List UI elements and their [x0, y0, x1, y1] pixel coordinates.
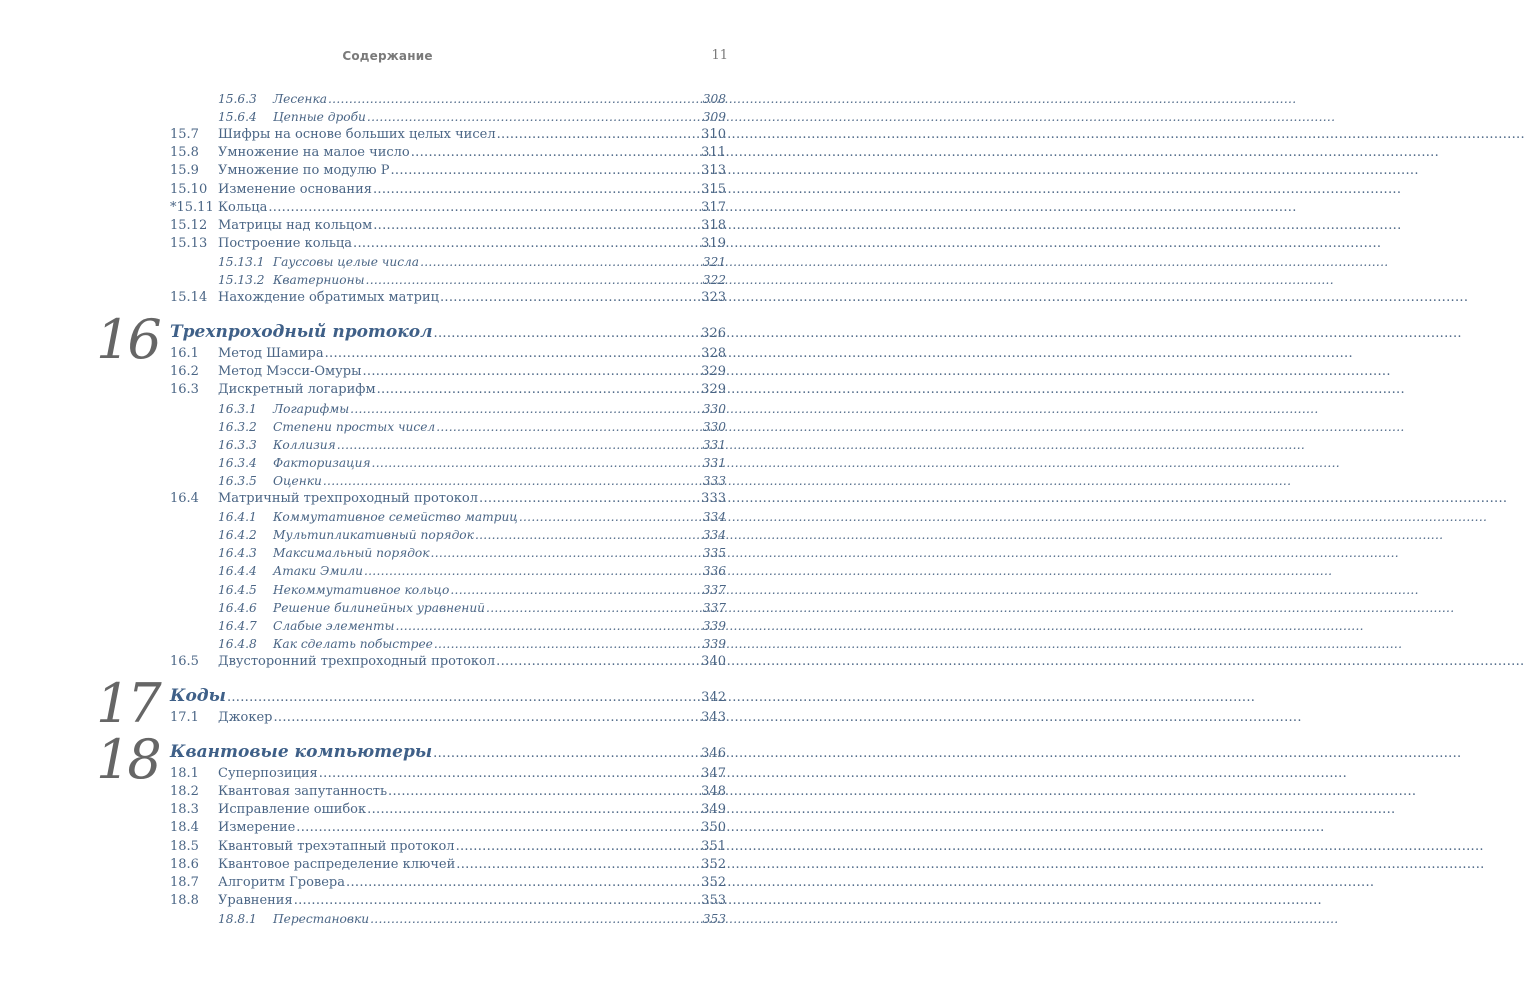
toc-dot-leader [390, 162, 700, 180]
toc-dot-leader [479, 490, 700, 508]
toc-entry-title: Джокер [218, 710, 273, 725]
toc-dot-leader [328, 90, 702, 108]
toc-dot-leader [420, 253, 702, 271]
toc-page-number: 339 [702, 636, 726, 651]
toc-subsection-row[interactable] [218, 454, 726, 472]
toc-dot-leader [373, 181, 700, 199]
toc-entry-title: Атаки Эмили [273, 564, 363, 579]
toc-entry-number: 15.14 [170, 290, 208, 306]
toc-entry-title: Лесенка [273, 92, 327, 106]
toc-entry-number: 16.4.2 [218, 528, 257, 543]
toc-section-row[interactable] [170, 199, 726, 217]
toc-chapter-row[interactable] [170, 685, 726, 707]
toc-page-number: 335 [702, 546, 726, 561]
toc-dot-leader [274, 709, 701, 727]
toc-chapter-row[interactable] [170, 741, 726, 763]
chapter-number-16: 16 [96, 308, 159, 372]
toc-page-number: 329 [701, 364, 726, 380]
toc-entry-title: Дискретный логарифм [218, 382, 376, 398]
toc-dot-leader [370, 910, 702, 928]
toc-section-row[interactable] [170, 819, 726, 837]
toc-page-number: 326 [701, 326, 726, 342]
toc-entry-number: 15.10 [170, 181, 208, 197]
toc-section-row[interactable] [170, 289, 726, 307]
toc-page-number: 336 [702, 564, 726, 579]
toc-section-row[interactable] [170, 345, 726, 363]
toc-entry-number: 16.4.5 [218, 582, 257, 597]
toc-section-row[interactable] [170, 892, 726, 910]
toc-dot-leader [346, 874, 700, 892]
toc-entry-title: Мультипликативный порядок [273, 528, 474, 543]
toc-entry-title: Перестановки [273, 911, 370, 926]
toc-entry-title: Квантовый трехэтапный протокол [218, 838, 455, 854]
toc-subsection-row[interactable] [218, 90, 726, 108]
toc-entry-number: 15.6.4 [218, 110, 257, 125]
toc-entry-number: 16.2 [170, 364, 199, 380]
toc-section-row[interactable] [170, 783, 726, 801]
toc-subsection-row[interactable] [218, 271, 726, 289]
toc-entry-number: 18.8.1 [218, 911, 257, 926]
toc-entry-title: Максимальный порядок [273, 546, 430, 561]
toc-dot-leader [434, 635, 702, 653]
toc-page-number: 333 [701, 491, 726, 506]
toc-dot-leader [395, 617, 701, 635]
toc-dot-leader [319, 765, 700, 783]
toc-entry-number: 15.8 [170, 145, 199, 161]
toc-dot-leader [519, 508, 702, 526]
toc-section-row[interactable] [170, 838, 726, 856]
toc-page-number: 323 [701, 290, 726, 306]
toc-page-number: 329 [701, 382, 726, 398]
toc-dot-leader [337, 436, 702, 454]
toc-entry-number: 16.4.4 [218, 564, 257, 579]
toc-entry-title: Изменение основания [218, 181, 372, 197]
toc-dot-leader [325, 345, 701, 363]
toc-section-row[interactable] [170, 181, 726, 199]
toc-page-number: 349 [701, 802, 726, 818]
toc-entry-title: Уравнения [218, 892, 293, 908]
toc-entry-number: 16.4 [170, 491, 199, 506]
toc-page-number: 308 [702, 92, 726, 106]
toc-entry-number: 16.3.5 [218, 473, 257, 488]
toc-subsection-row[interactable] [218, 599, 726, 617]
toc-page-number: 347 [701, 766, 726, 782]
toc-page-number: 342 [701, 690, 726, 705]
toc-dot-leader [350, 400, 702, 418]
toc-section-row[interactable] [170, 363, 726, 381]
toc-page-number: 331 [702, 455, 726, 470]
toc-entry-number: 16.3.2 [218, 419, 257, 434]
toc-subsection-row[interactable] [218, 635, 726, 653]
toc-page-number: 352 [701, 856, 726, 872]
toc-entry-number: 16.3.4 [218, 455, 257, 470]
toc-page-number: 343 [701, 710, 726, 725]
toc-subsection-row[interactable] [218, 508, 726, 526]
toc-entry-title: Умножение на малое число [218, 145, 410, 161]
toc-subsection-row[interactable] [218, 108, 726, 126]
toc-entry-title: Нахождение обратимых матриц [218, 290, 439, 306]
toc-section-row[interactable] [170, 381, 726, 399]
toc-page-number: 322 [702, 273, 726, 287]
toc-page-number: 348 [701, 784, 726, 800]
toc-entry-title: Некоммутативное кольцо [273, 582, 450, 597]
toc-dot-leader [367, 801, 700, 819]
toc-dot-leader [294, 892, 700, 910]
toc-dot-leader [373, 217, 700, 235]
toc-dot-leader [436, 418, 702, 436]
toc-page-number: 315 [701, 181, 726, 197]
toc-chapter-row[interactable] [170, 321, 726, 343]
toc-dot-leader [377, 381, 701, 399]
toc-entry-number: 18.6 [170, 856, 199, 872]
toc-page-number: 311 [701, 145, 726, 161]
toc-entry-title: Двусторонний трехпроходный протокол [218, 653, 496, 669]
toc-entry-title: Решение билинейных уравнений [273, 600, 486, 615]
toc-section-row[interactable] [170, 709, 726, 727]
toc-page-number: 309 [702, 110, 726, 125]
toc-entry-number: 18.7 [170, 874, 199, 890]
toc-entry-number: 16.4.7 [218, 618, 257, 633]
toc-entry-title: Построение кольца [218, 235, 353, 251]
toc-subsection-row[interactable] [218, 526, 726, 544]
toc-subsection-row[interactable] [218, 562, 726, 580]
toc-section-row[interactable] [170, 801, 726, 819]
toc-entry-title: Гауссовы целые числа [273, 254, 420, 269]
toc-entry-title: Логарифмы [273, 401, 350, 416]
toc-dot-leader [323, 472, 702, 490]
toc-entry-number: 15.7 [170, 127, 199, 143]
chapter-number-18: 18 [96, 728, 159, 792]
toc-entry-number: 18.1 [170, 766, 199, 782]
toc-page-number: 340 [701, 653, 726, 669]
toc-dot-leader [431, 544, 702, 562]
toc-page-number: 317 [701, 199, 726, 215]
toc-page-number: 337 [702, 600, 726, 615]
toc-subsection-row[interactable] [218, 436, 726, 454]
toc-entry-number: 16.4.6 [218, 600, 257, 615]
toc-entry-title: Метод Мэсси-Омуры [218, 364, 362, 380]
toc-entry-title: Алгоритм Гровера [218, 874, 346, 890]
toc-dot-leader [486, 599, 702, 617]
toc-dot-leader [364, 562, 702, 580]
toc-dot-leader [497, 126, 701, 144]
toc-page-number: 334 [702, 510, 726, 525]
toc-subsection-row[interactable] [218, 910, 726, 928]
toc-page-number: 339 [702, 618, 726, 633]
toc-chapter-title: Квантовые компьютеры [170, 742, 433, 763]
toc-entry-title: Матрицы над кольцом [218, 217, 373, 233]
toc-subsection-row[interactable] [218, 253, 726, 271]
toc-entry-number: 18.8 [170, 892, 199, 908]
toc-entry-title: Суперпозиция [218, 766, 318, 782]
toc-entry-title: Матричный трехпроходный протокол [218, 491, 479, 506]
toc-section-row[interactable] [170, 126, 726, 144]
toc-page-number: 353 [702, 911, 726, 926]
toc-dot-leader [496, 653, 700, 671]
toc-dot-leader [296, 819, 700, 837]
toc-section-row[interactable] [170, 856, 726, 874]
toc-dot-leader [366, 271, 702, 289]
toc-page-number: 337 [702, 582, 726, 597]
toc-entry-title: Кольца [218, 199, 268, 215]
toc-entry-title: Факторизация [273, 455, 371, 470]
toc-section-row[interactable] [170, 490, 726, 508]
toc-dot-leader [456, 856, 700, 874]
toc-page-number: 350 [701, 820, 726, 836]
toc-entry-title: Степени простых чисел [273, 419, 436, 434]
toc-page-number: 351 [701, 838, 726, 854]
toc-page-number: 330 [702, 401, 726, 416]
toc-entry-title: Умножение по модулю P [218, 163, 390, 179]
toc-entry-number: 16.1 [170, 346, 199, 362]
toc-subsection-row[interactable] [218, 581, 726, 599]
toc-page-number: 319 [701, 235, 726, 251]
toc-entry-title: Цепные дроби [273, 110, 366, 125]
toc-entry-number: 15.9 [170, 163, 199, 179]
toc-section-row[interactable] [170, 162, 726, 180]
toc-dot-leader [353, 235, 700, 253]
toc-entry-number: 16.3.1 [218, 401, 257, 416]
toc-dot-leader [367, 108, 702, 126]
toc-entry-number: 16.3.3 [218, 437, 257, 452]
toc-dot-leader [450, 581, 701, 599]
toc-entry-number: 18.2 [170, 784, 199, 800]
toc-entry-title: Слабые элементы [273, 618, 395, 633]
toc-page-number: 346 [701, 746, 726, 762]
toc-entry-number: 18.3 [170, 802, 199, 818]
toc-section-row[interactable] [170, 235, 726, 253]
toc-section-row[interactable] [170, 653, 726, 671]
toc-dot-leader [475, 526, 702, 544]
toc-entry-number: 16.4.1 [218, 510, 257, 525]
toc-dot-leader [440, 289, 700, 307]
toc-entry-title: Кватернионы [273, 273, 365, 287]
toc-page-number: 333 [702, 473, 726, 488]
toc-entry-title: Оценки [273, 473, 322, 488]
toc-dot-leader [433, 743, 700, 765]
toc-entry-title: Метод Шамира [218, 346, 324, 362]
toc-chapter-title: Коды [170, 686, 226, 706]
chapter-number-17: 17 [96, 672, 159, 735]
toc-subsection-row[interactable] [218, 472, 726, 490]
toc-subsection-row[interactable] [218, 617, 726, 635]
toc-entry-title: Коллизия [273, 437, 336, 452]
toc-entry-number: 16.4.3 [218, 546, 257, 561]
toc-entry-title: Квантовая запутанность [218, 784, 388, 800]
toc-entry-number: 17.1 [170, 710, 199, 725]
toc-dot-leader [434, 323, 701, 345]
toc-page-number: 313 [701, 163, 726, 179]
toc-dot-leader [388, 783, 700, 801]
toc-entry-number: 15.12 [170, 217, 208, 233]
toc-page-number: 330 [702, 419, 726, 434]
toc-page-number: 310 [701, 127, 726, 143]
running-header-title: Содержание [342, 49, 433, 63]
toc-dot-leader [411, 144, 700, 162]
toc-page-number: 352 [701, 874, 726, 890]
toc-entry-number: 18.5 [170, 838, 199, 854]
toc-page-number: 331 [702, 437, 726, 452]
toc-entry-number: *15.11 [170, 199, 214, 215]
toc-dot-leader [456, 838, 701, 856]
toc-entry-title: Шифры на основе больших целых чисел [218, 127, 496, 143]
toc-dot-leader [268, 199, 700, 217]
toc-entry-title: Как сделать побыстрее [273, 636, 433, 651]
toc-section-row[interactable] [170, 144, 726, 162]
toc-entry-title: Измерение [218, 820, 296, 836]
page-number: 11 [711, 48, 728, 63]
toc-section-row[interactable] [170, 874, 726, 892]
toc-page-number: 328 [701, 346, 726, 362]
toc-entry-number: 16.3 [170, 382, 199, 398]
toc-entry-number: 15.6.3 [218, 92, 257, 106]
toc-page-number: 318 [701, 217, 726, 233]
toc-section-row[interactable] [170, 765, 726, 783]
toc-entry-number: 15.13 [170, 235, 208, 251]
toc-entry-number: 15.13.2 [218, 273, 265, 287]
toc-entry-title: Исправление ошибок [218, 802, 367, 818]
toc-entry-title: Коммутативное семейство матриц [273, 510, 518, 525]
toc-entry-number: 16.5 [170, 653, 199, 669]
toc-subsection-row[interactable] [218, 400, 726, 418]
toc-dot-leader [372, 454, 702, 472]
toc-page-number: 321 [702, 254, 726, 269]
toc-subsection-row[interactable] [218, 544, 726, 562]
toc-entry-number: 15.13.1 [218, 254, 265, 269]
toc-entry-title: Квантовое распределение ключей [218, 856, 456, 872]
toc-dot-leader [227, 687, 700, 709]
toc-chapter-title: Трехпроходный протокол [170, 322, 433, 343]
toc-section-row[interactable] [170, 217, 726, 235]
toc-entry-number: 18.4 [170, 820, 199, 836]
toc-subsection-row[interactable] [218, 418, 726, 436]
toc-entry-number: 16.4.8 [218, 636, 257, 651]
toc-page-number: 353 [701, 892, 726, 908]
toc-page-number: 334 [702, 528, 726, 543]
toc-dot-leader [362, 363, 700, 381]
